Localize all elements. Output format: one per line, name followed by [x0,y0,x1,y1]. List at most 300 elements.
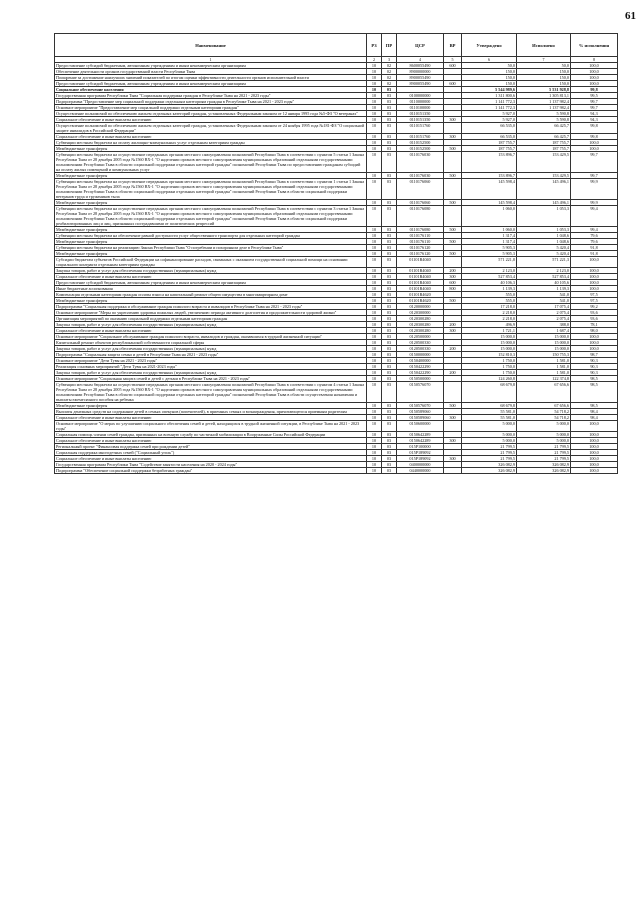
row-executed: 326 082,9 [517,462,571,468]
row-percent: 90,3 [571,358,618,364]
column-number: 8 [571,57,618,63]
row-executed: 1 053,3 [517,206,571,227]
row-approved: 1 721,1 [462,328,517,334]
row-vr [444,206,462,227]
row-pr: 03 [382,415,397,421]
row-approved: 40 106,3 [462,280,517,286]
row-pr: 03 [382,280,397,286]
row-rz: 10 [367,421,382,432]
row-rz: 10 [367,200,382,206]
row-vr: 300 [444,328,462,334]
row-percent: 100,0 [571,346,618,352]
row-rz: 10 [367,438,382,444]
row-name: Подпрограмма "Социальная защита семьи и детей в Республике Тыва на 2021 - 2023 годы" [55,352,367,358]
row-pr: 03 [382,462,397,468]
row-approved: 326 082,9 [462,462,517,468]
row-executed: 54 718,2 [517,415,571,421]
row-vr: 600 [444,63,462,69]
row-approved: 5 544 989,6 [462,87,517,93]
row-executed: 187 755,7 [517,146,571,152]
row-csr: 0110176030 [397,173,444,179]
row-percent: 97,5 [571,298,618,304]
row-vr: 300 [444,134,462,140]
row-vr: 500 [444,146,462,152]
row-name: Социальное обеспечение населения [55,87,367,93]
row-rz: 10 [367,286,382,292]
row-name: Предоставление субсидий бюджетным, автономным учреждениям и иным некоммерческим организациям [55,280,367,286]
row-percent: 98,7 [571,352,618,358]
row-name: Закупка товаров, работ и услуг для обеспечения государственных (муниципальных) нужд [55,268,367,274]
row-name: Государственная программа Республики Тыва "Содействие занятости населения на 2020 - 2024 годы" [55,462,367,468]
row-executed: 5 000,0 [517,421,571,432]
row-vr: 500 [444,227,462,233]
page-number: 61 [625,10,636,22]
row-pr: 03 [382,292,397,298]
row-approved: 326 082,9 [462,468,517,474]
row-executed: 40 105,6 [517,280,571,286]
row-percent: 91,8 [571,251,618,257]
row-percent: 100,0 [571,69,618,75]
row-percent: 99,9 [571,200,618,206]
row-csr: 0110176120 [397,245,444,251]
row-percent: 100,0 [571,444,618,450]
row-executed: 17 075,4 [517,304,571,310]
row-pr: 03 [382,352,397,358]
row-percent: 100,0 [571,81,618,87]
row-name: Компенсация отдельным категориям граждан оплаты взноса на капитальный ремонт общего имущества в многоквартирном доме [55,292,367,298]
row-percent: 94,3 [571,117,618,123]
row-approved: 152 810,3 [462,352,517,358]
row-approved: 150,0 [462,75,517,81]
row-rz: 10 [367,233,382,239]
row-approved: 1 317,4 [462,239,517,245]
row-pr: 03 [382,376,397,382]
row-name: Межбюджетные трансферты [55,173,367,179]
row-approved: 145 598,4 [462,200,517,206]
row-vr: 300 [444,438,462,444]
row-percent: 100,0 [571,268,618,274]
row-csr: 01101R4620 [397,298,444,304]
row-approved: 153 896,7 [462,173,517,179]
table-row [55,257,618,268]
row-vr: 800 [444,286,462,292]
row-csr: 015P189092 [397,450,444,456]
row-approved: 68 679,8 [462,403,517,409]
row-csr: 0110000000 [397,99,444,105]
row-percent: 100,0 [571,438,618,444]
row-csr: 01101R4040 [397,268,444,274]
row-rz: 10 [367,63,382,69]
row-name: Предоставление субсидий бюджетным, автономным учреждениям и иным некоммерческим организациям [55,63,367,69]
row-csr: 0110100000 [397,105,444,111]
row-name: Субвенции местным бюджетам на осуществление переданных органам местного самоуправления полномочий Республики Тыва в соответствии с пунктом 3 статьи 1 Закона Республики Тыва от 28 декабря 2005 года №1560 ВХ-1 "О наделении органов местного самоуправления муниципальных образований отдельными государственными полномочиями Республики Тыва в области социальной поддержки отдельных категорий граждан" полномочий Республики Тыва в области социальной поддержки реабилитированных лиц и лиц, признанных пострадавшими от политических репрессий [55,206,367,227]
row-name: Социальное обеспечение и иные выплаты населению [55,328,367,334]
row-vr: 300 [444,415,462,421]
row-vr [444,468,462,474]
row-pr: 03 [382,206,397,227]
row-pr: 03 [382,134,397,140]
row-approved: 2 123,0 [462,268,517,274]
row-executed: 21 799,5 [517,456,571,462]
table-row [55,206,618,227]
row-csr: 0150600000 [397,421,444,432]
row-vr: 300 [444,456,462,462]
row-approved: 5 000,0 [462,421,517,432]
row-approved: 150,0 [462,69,517,75]
row-name: Межбюджетные трансферты [55,403,367,409]
row-name: Закупка товаров, работ и услуг для обеспечения государственных (муниципальных) нужд [55,370,367,376]
row-rz: 10 [367,450,382,456]
row-approved: 21 799,5 [462,444,517,450]
column-number: 1 [55,57,367,63]
row-name: Социальная помощь членам семей граждан, призванных на военную службу по частичной мобилизации в Вооруженные Силы Российской Федерации [55,432,367,438]
row-name: Социальная поддержка многодетных семей ("Социальный уголь") [55,450,367,456]
row-percent: 99,2 [571,304,618,310]
row-csr: 0150422290 [397,370,444,376]
row-name: Субвенции местным бюджетам на осуществление переданных органам местного самоуправления полномочий Республики Тыва в соответствии с пунктом 5 статьи 1 Закона Республики Тыва от 28 декабря 2005 года №1560 ВХ-1 "О наделении органов местного самоуправления муниципальных образований отдельными государственными полномочиями Республики Тыва в области социальной поддержки отдельных категорий граждан" полномочий Республики Тыва по предоставлению гражданам субсидий на оплату жилых помещений и коммунальных услуг [55,152,367,173]
row-executed: 2 075,4 [517,310,571,316]
row-name: Межбюджетные трансферты [55,227,367,233]
row-name: Социальное обеспечение и иные выплаты населению [55,456,367,462]
row-percent: 91,8 [571,245,618,251]
row-csr: 01101R4040 [397,257,444,268]
row-executed: 150,0 [517,81,571,87]
row-percent: 99,5 [571,93,618,99]
row-percent: 100,0 [571,75,618,81]
row-pr: 03 [382,358,397,364]
row-percent: 100,0 [571,456,618,462]
row-csr: 0150642289 [397,432,444,438]
row-percent: 99,8 [571,134,618,140]
row-rz: 10 [367,268,382,274]
row-csr: 0150589060 [397,409,444,415]
row-approved: 55 581,0 [462,415,517,421]
column-number: 5 [444,57,462,63]
row-pr: 03 [382,334,397,340]
row-rz: 10 [367,444,382,450]
row-percent: 100,0 [571,334,618,340]
row-approved: 21 799,5 [462,456,517,462]
row-rz: 10 [367,382,382,403]
row-pr: 03 [382,245,397,251]
row-approved: 145 598,4 [462,179,517,200]
row-executed: 15 000,0 [517,346,571,352]
row-vr: 500 [444,239,462,245]
row-approved: 2 218,0 [462,310,517,316]
row-rz: 10 [367,322,382,328]
row-percent: 100,0 [571,462,618,468]
row-executed: 67 656,6 [517,382,571,403]
row-csr: 01101R4040 [397,280,444,286]
row-rz: 10 [367,280,382,286]
row-pr: 03 [382,105,397,111]
row-executed: 1 137 982,4 [517,99,571,105]
row-percent: 93,6 [571,316,618,322]
row-percent: 100,0 [571,257,618,268]
row-vr: 200 [444,322,462,328]
row-percent: 90,3 [571,370,618,376]
header-approved: Утверждено [462,34,517,57]
row-name: Основное мероприятие "Социальная защита семей и детей с детьми в Республике Тыва на 2021 - 2023 годы" [55,376,367,382]
row-name: Подпрограмма "Предоставление мер социальной поддержки отдельным категориям граждан в Республике Тыва на 2021 - 2023 годы" [55,99,367,105]
row-executed: 145 496,1 [517,179,571,200]
row-pr: 03 [382,468,397,474]
row-csr: 0110176110 [397,233,444,239]
row-csr: 8900055490 [397,75,444,81]
row-name: Субвенции местным бюджетам на осуществление переданных органам местного самоуправления полномочий Республики Тыва в соответствии с пунктом 4 статьи 1 Закона Республики Тыва от 28 декабря 2005 года №1560 ВХ-1 "О наделении органов местного самоуправления муниципальных образований отдельными государственными полномочиями Республики Тыва в области социальной поддержки отдельных категорий граждан" полномочий Республики Тыва в области осуществления назначения и выплаты ежемесячного пособия на ребенка [55,382,367,403]
row-executed: 145 496,1 [517,200,571,206]
row-rz: 10 [367,292,382,298]
row-name: Субсидии бюджетам субъектов Российской Федерации на софинансирование расходов, связанных с оказанием государственной социальной помощи на основании социального контракта отдельным категориям граждан [55,257,367,268]
row-csr: 015P189092 [397,456,444,462]
row-pr: 03 [382,286,397,292]
row-name: Межбюджетные трансферты [55,239,367,245]
row-vr: 300 [444,274,462,280]
row-rz: 10 [367,239,382,245]
row-approved: 17 218,0 [462,304,517,310]
column-number: 2 [367,57,382,63]
row-pr: 03 [382,438,397,444]
row-executed: 5 531 928,8 [517,87,571,93]
row-pr: 03 [382,140,397,146]
row-pr: 03 [382,421,397,432]
row-executed: 5 420,4 [517,251,571,257]
row-vr [444,179,462,200]
row-approved: 68 679,8 [462,382,517,403]
row-pr: 03 [382,117,397,123]
row-csr: 0150589060 [397,415,444,421]
row-executed: 326 082,9 [517,468,571,474]
row-vr: 200 [444,370,462,376]
row-executed: 1 048,6 [517,239,571,245]
row-name: Капитальный ремонт объектов республиканской собственности социальной сферы [55,340,367,346]
budget-execution-table [54,33,618,474]
row-executed: 571 221,3 [517,257,571,268]
row-approved: 1 750,0 [462,370,517,376]
header-rz: РЗ [367,34,382,57]
row-approved: 5 927,0 [462,111,517,117]
table-header-row [55,34,618,57]
row-approved: 5 905,3 [462,251,517,257]
row-csr: 0110152500 [397,140,444,146]
row-name: Организация мероприятий по оказанию социальной поддержки отдельным категориям граждан [55,316,367,322]
row-csr: 0440000000 [397,468,444,474]
row-executed: 122 374,8 [517,376,571,382]
row-name: Основное мероприятие "Меры по укреплению здоровья пожилых людей, увеличению периода активного долголетия и продолжительности здоровой жизни" [55,310,367,316]
row-approved: 66 535,0 [462,123,517,134]
header-percent: % исполнения [571,34,618,57]
table-row [55,123,618,134]
row-rz: 10 [367,111,382,117]
row-pr: 03 [382,99,397,105]
row-executed: 1 053,3 [517,227,571,233]
row-csr: 0120300280 [397,316,444,322]
row-rz: 10 [367,409,382,415]
row-executed: 67 656,6 [517,403,571,409]
row-rz: 10 [367,468,382,474]
row-csr: 0110152500 [397,146,444,152]
row-percent: 99,4 [571,227,618,233]
row-csr: 0150500000 [397,376,444,382]
row-pr: 03 [382,304,397,310]
row-vr: 500 [444,200,462,206]
row-csr: 0120300000 [397,310,444,316]
row-csr: 0110151760 [397,134,444,140]
row-percent: 98,4 [571,409,618,415]
row-name: Межбюджетные трансферты [55,200,367,206]
row-pr: 03 [382,227,397,233]
row-pr: 03 [382,298,397,304]
row-name: Основное мероприятие "О мерах по улучшению социального обеспечения семей и детей, находящихся в трудной жизненной ситуации, в Республике Тыва на 2021 - 2023 годы" [55,421,367,432]
row-percent: 100,0 [571,432,618,438]
row-executed: 541,0 [517,298,571,304]
row-rz: 10 [367,179,382,200]
row-percent: 100,0 [571,340,618,346]
row-csr: 01101R4040 [397,286,444,292]
row-approved: 5 905,3 [462,245,517,251]
row-executed: 15 000,0 [517,340,571,346]
row-executed: 527 853,4 [517,274,571,280]
row-approved: 187 755,7 [462,140,517,146]
row-vr: 300 [444,117,462,123]
row-name: Осуществление полномочий по обеспечению жильем отдельных категорий граждан, установленных Федеральным законом от 12 января 1995 года №5-ФЗ "О ветеранах" [55,111,367,117]
row-percent: 100,0 [571,63,618,69]
row-rz: 10 [367,403,382,409]
row-vr [444,152,462,173]
row-csr: 0120500330 [397,346,444,352]
row-csr: 0110176120 [397,251,444,257]
row-pr: 03 [382,409,397,415]
row-percent: 98,5 [571,376,618,382]
row-name: Субвенции местным бюджетам на реализацию Закона Республики Тыва "О погребении и похоронном деле в Республике Тыва" [55,245,367,251]
row-pr: 03 [382,274,397,280]
row-name: Социальное обеспечение и иные выплаты населению [55,274,367,280]
row-percent: 98,4 [571,415,618,421]
row-percent: 94,3 [571,111,618,117]
table-row [55,152,618,173]
row-name: Осуществление полномочий по обеспечению жильем отдельных категорий граждан, установленных Федеральным законом от 24 ноября 1995 года №181-ФЗ "О социальной защите инвалидов в Российской Федерации" [55,123,367,134]
row-name: Подпрограмма "Обеспечение социальной поддержки безработных граждан" [55,468,367,474]
row-rz: 10 [367,358,382,364]
row-executed: 2 123,0 [517,268,571,274]
row-rz: 10 [367,87,382,93]
row-executed: 541,0 [517,292,571,298]
row-executed: 66 425,7 [517,134,571,140]
row-pr: 03 [382,87,397,93]
row-pr: 03 [382,450,397,456]
row-executed: 1 305 813,1 [517,93,571,99]
row-executed: 21 799,5 [517,444,571,450]
row-csr: 8900055490 [397,81,444,87]
row-rz: 10 [367,152,382,173]
row-pr: 03 [382,316,397,322]
row-pr: 03 [382,444,397,450]
row-pr: 02 [382,69,397,75]
row-rz: 10 [367,310,382,316]
row-pr: 03 [382,432,397,438]
row-csr: 8600055490 [397,63,444,69]
row-rz: 10 [367,245,382,251]
row-csr: 01101R4040 [397,274,444,280]
row-rz: 10 [367,298,382,304]
row-csr: 0400000000 [397,462,444,468]
row-name: Иные бюджетные ассигнования [55,286,367,292]
row-executed: 5 420,4 [517,245,571,251]
row-percent: 100,0 [571,468,618,474]
row-approved: 124 260,8 [462,376,517,382]
row-csr: 0150576070 [397,382,444,403]
row-name: Предоставление субсидий бюджетным, автономным учреждениям и иным некоммерческим организациям [55,81,367,87]
row-vr: 200 [444,268,462,274]
row-rz: 10 [367,370,382,376]
row-approved: 15 000,0 [462,334,517,340]
row-rz: 10 [367,251,382,257]
row-pr: 03 [382,328,397,334]
row-approved: 5 927,0 [462,117,517,123]
row-rz: 10 [367,146,382,152]
row-executed: 15 000,0 [517,334,571,340]
row-approved: 187 755,7 [462,146,517,152]
row-csr: 0150642289 [397,438,444,444]
row-vr: 600 [444,280,462,286]
row-name: Социальное обеспечение и иные выплаты населению [55,117,367,123]
row-csr: 0110176060 [397,179,444,200]
row-percent: 99,4 [571,206,618,227]
row-csr: 01101R4620 [397,292,444,298]
row-percent: 99,7 [571,105,618,111]
row-executed: 50,0 [517,63,571,69]
row-vr: 600 [444,81,462,87]
row-percent: 90,3 [571,364,618,370]
row-approved: 150,0 [462,81,517,87]
row-rz: 10 [367,117,382,123]
row-name: Основное мероприятие "Социальное обслуживание граждан пожилого возраста, инвалидов и граждан, оказавшихся в трудной жизненной ситуации" [55,334,367,340]
row-pr: 03 [382,200,397,206]
row-name: Межбюджетные трансферты [55,298,367,304]
row-percent: 99,7 [571,152,618,173]
row-pr: 03 [382,257,397,268]
row-rz: 10 [367,462,382,468]
row-approved: 555,0 [462,298,517,304]
row-approved: 1 141 772,3 [462,105,517,111]
row-approved: 15 000,0 [462,340,517,346]
row-percent: 98,5 [571,403,618,409]
row-rz: 10 [367,173,382,179]
header-name: Наименование [55,34,367,57]
row-name: Обеспечение деятельности органов государственной власти Республики Тыва [55,69,367,75]
row-percent: 99,7 [571,99,618,105]
row-approved: 1 317,4 [462,233,517,239]
row-csr: 0120300280 [397,328,444,334]
row-rz: 10 [367,105,382,111]
row-executed: 21 799,5 [517,450,571,456]
row-name: Закупка товаров, работ и услуг для обеспечения государственных (муниципальных) нужд [55,322,367,328]
row-percent: 100,0 [571,286,618,292]
row-pr: 02 [382,81,397,87]
row-executed: 150,0 [517,69,571,75]
row-rz: 10 [367,274,382,280]
row-approved: 1 750,0 [462,364,517,370]
row-pr: 03 [382,322,397,328]
row-csr: 0110176030 [397,152,444,173]
row-name: Государственная программа Республики Тыва "Социальная поддержка граждан в Республике Тыва на 2021 - 2023 годы" [55,93,367,99]
row-executed: 66 425,7 [517,123,571,134]
row-rz: 10 [367,376,382,382]
row-name: Основное мероприятие "Предоставление мер социальной поддержки отдельным категориям граждан" [55,105,367,111]
row-name: Основное мероприятие "Дети Тувы на 2021 - 2023 годы" [55,358,367,364]
row-name: Социальное обеспечение и иные выплаты населению [55,438,367,444]
row-rz: 10 [367,415,382,421]
